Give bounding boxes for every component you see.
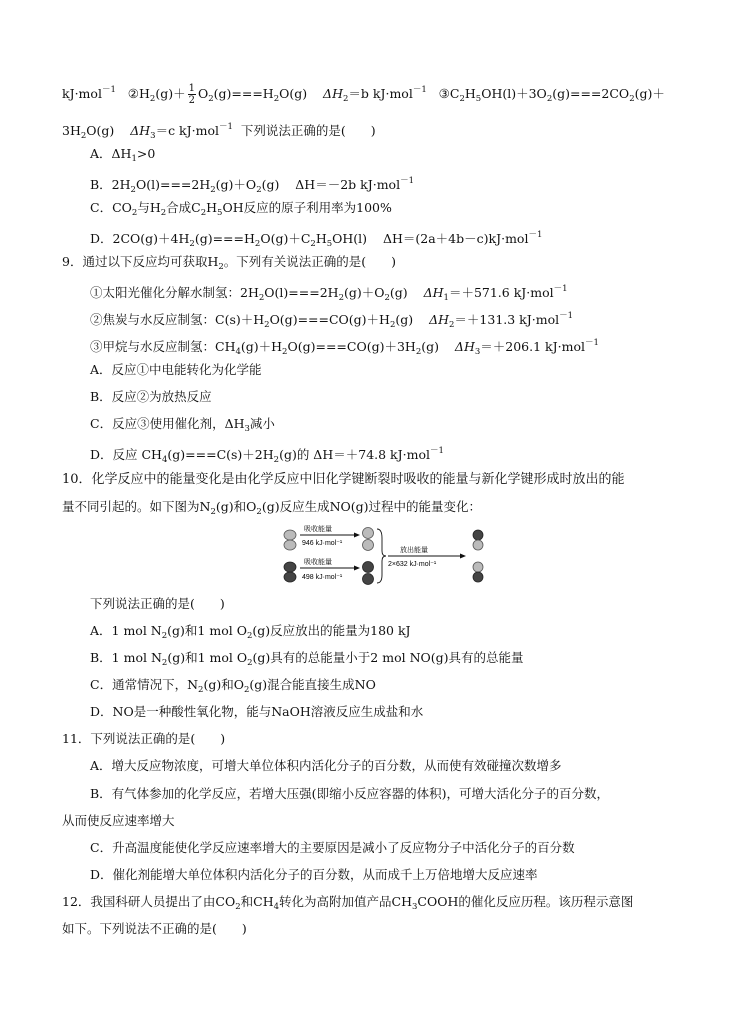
q11-option-b: B．有气体参加的化学反应，若增大压强(即缩小反应容器的体积)，可增大活化分子的百分数， bbox=[90, 786, 609, 801]
q11-stem: 11．下列说法正确的是( ) bbox=[62, 731, 226, 746]
q11-option-d: D．催化剂能增大单位体积内活化分子的百分数，从而成千上万倍地增大反应速率 bbox=[90, 867, 538, 882]
q9-option-b: B．反应②为放热反应 bbox=[90, 389, 212, 404]
o-atoms bbox=[363, 562, 374, 585]
q12-stem-2: 如下。下列说法不正确的是( ) bbox=[62, 921, 247, 936]
q8-option-d: D．$2CO(g)+4H_2(g)===H_2O(g)+C_2H_5OH(l)$ ΔH＝(2a＋4b－c)kJ·mol$^{-1}$ bbox=[90, 230, 543, 249]
release-label: 放出能量 bbox=[400, 547, 428, 554]
absorb-label-2: 吸收能量 bbox=[304, 559, 332, 566]
q10-option-a: A．1 mol $N_2(g)$和1 mol $O_2(g)$反应放出的能量为180 kJ bbox=[90, 623, 411, 641]
q9-reaction-2: ②焦炭与水反应制氢：$C(s)+H_2O(g)===CO(g)+H_2(g)$ $\Delta H_2=+131.3$ kJ·mol$^{-1}$ bbox=[90, 311, 574, 330]
q10-stem-2: 量不同引起的。如下图为$N_2(g)$和$O_2(g)$反应生成NO(g)过程中的能量变化： bbox=[62, 499, 482, 517]
q11-option-a: A．增大反应物浓度，可增大单位体积内活化分子的百分数，从而使有效碰撞次数增多 bbox=[90, 758, 562, 773]
q10-stem-1: 10．化学反应中的能量变化是由化学反应中旧化学键断裂时吸收的能量与新化学键形成时放出的能 bbox=[62, 472, 625, 487]
q9-option-c: C．反应③使用催化剂，$\Delta H_3$减小 bbox=[90, 416, 275, 434]
q8-line-2: $3H_2O(g)$ $\Delta H_3=c$ kJ·mol$^{-1}$ 下列说法正确的是( ) bbox=[62, 122, 376, 141]
brace bbox=[377, 529, 386, 583]
o2-molecule bbox=[284, 562, 296, 582]
q10-option-d: D．NO是一种酸性氧化物，能与NaOH溶液反应生成盐和水 bbox=[90, 704, 424, 719]
n2-molecule bbox=[284, 530, 296, 550]
arrowhead-1 bbox=[354, 533, 360, 538]
release-value: 2×632 kJ·mol⁻¹ bbox=[388, 561, 437, 568]
q8-option-c: C．$CO_2$与$H_2$合成$C_2H_5OH$反应的原子利用率为100% bbox=[90, 200, 392, 218]
q10-question: 下列说法正确的是( ) bbox=[90, 596, 225, 611]
arrowhead-2 bbox=[354, 566, 360, 571]
q12-stem-1: 12．我国科研人员提出了由$CO_2$和$CH_4$转化为高附加值产品$CH_3COOH$的催化反应历程。该历程示意图 bbox=[62, 894, 634, 912]
q11-option-c: C．升高温度能使化学反应速率增大的主要原因是减小了反应物分子中活化分子的百分数 bbox=[90, 840, 575, 855]
q9-stem: 9．通过以下反应均可获取$H_2$。下列有关说法正确的是( ) bbox=[62, 254, 397, 272]
energy-diagram bbox=[282, 523, 492, 589]
q10-option-b: B．1 mol $N_2(g)$和1 mol $O_2(g)$具有的总能量小于2 mol NO(g)具有的总能量 bbox=[90, 650, 524, 668]
q9-option-d: D．反应 $CH_4(g)===C(s)+2H_2(g)$的 ΔH＝＋74.8 kJ·mol$^{-1}$ bbox=[90, 446, 444, 465]
q8-line-1: kJ·mol$^{-1}$ $②H_2(g)+$ $\frac{1}{2}$ $O_2(g)===H_2O(g)$ $\Delta H_2=b$ kJ·mol$^{-1}$ $③C_2H_5OH(l)+3O_2(g)===2CO_2(g)+$ bbox=[62, 83, 665, 106]
arrowhead-3 bbox=[460, 554, 466, 559]
q9-reaction-1: ①太阳光催化分解水制氢：$2H_2O(l)===2H_2(g)+O_2(g)$ $\Delta H_1=+571.6$ kJ·mol$^{-1}$ bbox=[90, 284, 568, 303]
one-half-fraction: $\frac{1}{2}$ bbox=[188, 83, 195, 106]
absorb-value-1: 946 kJ·mol⁻¹ bbox=[302, 540, 343, 547]
n-atoms bbox=[363, 528, 374, 551]
q8-option-a: A．$\Delta H_1>0$ bbox=[90, 146, 156, 164]
absorb-value-2: 498 kJ·mol⁻¹ bbox=[302, 574, 343, 581]
absorb-label-1: 吸收能量 bbox=[304, 526, 332, 533]
q9-option-a: A．反应①中电能转化为化学能 bbox=[90, 362, 262, 377]
q8-option-b: B．$2H_2O(l)===2H_2(g)+O_2(g)$ ΔH＝－2b kJ·mol$^{-1}$ bbox=[90, 176, 414, 195]
q9-reaction-3: ③甲烷与水反应制氢：$CH_4(g)+H_2O(g)===CO(g)+3H_2(g)$ $\Delta H_3=+206.1$ kJ·mol$^{-1}$ bbox=[90, 338, 599, 357]
q11-option-b-cont: 从而使反应速率增大 bbox=[62, 813, 175, 828]
no-molecules bbox=[473, 530, 483, 582]
q10-option-c: C．通常情况下，$N_2(g)$和$O_2(g)$混合能直接生成NO bbox=[90, 677, 376, 695]
